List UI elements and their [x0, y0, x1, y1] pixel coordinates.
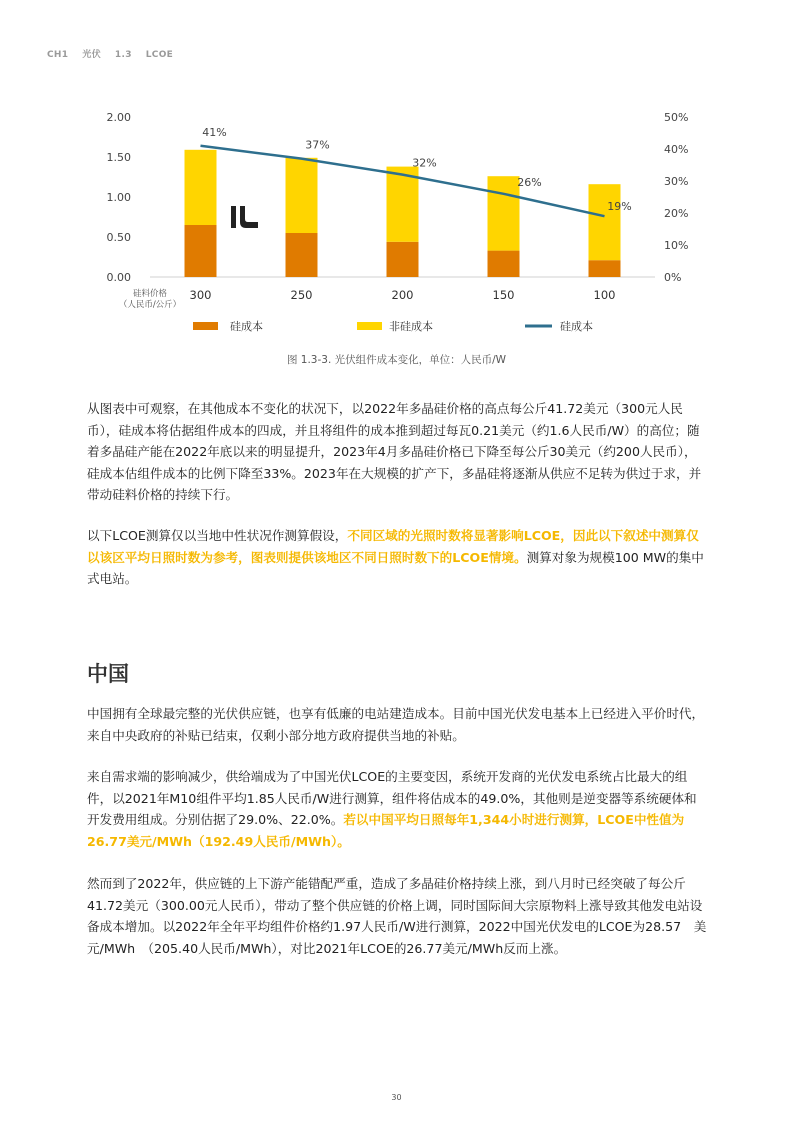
- y-tick-label: 1.50: [106, 151, 131, 164]
- paragraph-2-text-b: 测算对象为规模100 MW的集中式电站。: [87, 549, 704, 586]
- paragraph-4: [87, 766, 707, 852]
- x-tick-label: 250: [290, 288, 313, 302]
- line-data-label: 41%: [202, 125, 227, 139]
- legend-label-non-silicon: 非硅成本: [389, 320, 433, 333]
- y-tick-label: 2.00: [106, 111, 131, 124]
- paragraph-5: 然而到了2022年，供应链的上下游产能错配严重，造成了多晶硅价格持续上涨，到八月时已经突破了每公斤41.72美元（300.00元人民币），带动了整个供应链的价格上调，同时国际间大宗原物料上涨导致其他发电站设备成本增加。以2022年全年平均组件价格约1.97人民币/W进行测算，2022中国光伏发电的LCOE为28.57 美元/MWh （205.40人民币/MWh），对比2021年LCOE的26.77美元/MWh反而上涨。: [87, 876, 707, 956]
- bar-non-silicon-cost: [589, 184, 621, 260]
- y-tick-label: 0.00: [106, 271, 131, 284]
- bar-silicon-cost: [286, 233, 318, 277]
- logo-mark: [231, 206, 236, 228]
- y-tick-label: 0.50: [106, 231, 131, 244]
- paragraph-2-text-a: 以下LCOE测算仅以当地中性状况作测算假设，: [87, 528, 348, 543]
- bar-silicon-cost: [488, 251, 520, 277]
- y2-tick-label: 0%: [664, 271, 682, 284]
- bar-non-silicon-cost: [488, 176, 520, 250]
- paragraph-4-text: 来自需求端的影响减少，供给端成为了中国光伏LCOE的主要变因，系统开发商的光伏发电系统占比最大的组件，以2021年M10组件平均1.85人民币/W进行测算，组件将估成本的49.0%，其他则是逆变器等系统硬体和开发费用组成。分别估据了29.0%、22.0%。: [87, 769, 697, 827]
- running-header: [47, 47, 187, 60]
- paragraph-1: 从图表中可观察，在其他成本不变化的状况下，以2022年多晶硅价格的高点每公斤41.72美元（300元人民币），硅成本将估据组件成本的四成，并且将组件的成本推到超过每瓦0.21美元（约1.6人民币/W）的高位；随着多晶硅产能在2022年底以来的明显提升，2023年4月多晶硅价格已下降至每公斤30美元（约200人民币），硅成本估组件成本的比例下降至33%。2023年在大规模的扩产下，多晶硅将逐渐从供应不足转为供过于求，并带动硅料价格的持续下行。: [87, 401, 702, 502]
- bar-non-silicon-cost: [286, 158, 318, 233]
- x-tick-label: 200: [391, 288, 414, 302]
- page-number: 30: [391, 1093, 402, 1102]
- x-tick-label: 150: [492, 288, 515, 302]
- legend-label-line: 硅成本: [560, 320, 593, 333]
- x-axis-label: （人民币/公斤）: [118, 300, 182, 310]
- bar-silicon-cost: [185, 225, 217, 277]
- paragraph-2: [87, 525, 707, 590]
- bar-silicon-cost: [589, 260, 621, 277]
- paragraph-2-highlight: 不同区域的光照时数将显著影响LCOE，因此以下叙述中测算仅以该区平均日照时数为参考，图表则提供该地区不同日照时数下的LCOE情境。: [87, 528, 699, 565]
- cost-chart: [0, 100, 793, 345]
- line-data-label: 32%: [412, 156, 437, 170]
- x-tick-label: 100: [593, 288, 616, 302]
- line-data-label: 19%: [607, 200, 632, 214]
- section-heading-china: 中国: [87, 662, 129, 686]
- chapter-title: 光伏: [82, 50, 101, 60]
- section-title: LCOE: [145, 50, 174, 60]
- legend-swatch-non-silicon: [357, 322, 382, 330]
- paragraph-3: 中国拥有全球最完整的光伏供应链，也享有低廉的电站建造成本。目前中国光伏发电基本上已经进入平价时代，来自中央政府的补贴已结束，仅剩小部分地方政府提供当地的补贴。: [87, 706, 705, 743]
- logo-mark: [240, 206, 258, 228]
- x-axis-label: 硅料价格: [132, 289, 168, 299]
- line-data-label: 26%: [517, 175, 542, 189]
- chapter-number: CH1: [47, 50, 69, 60]
- y2-tick-label: 50%: [664, 111, 689, 124]
- y2-tick-label: 30%: [664, 175, 689, 188]
- bar-silicon-cost: [387, 242, 419, 277]
- section-number: 1.3: [114, 50, 132, 60]
- paragraph-4-highlight: 若以中国平均日照每年1,344小时进行测算，LCOE中性值为26.77美元/MWh（192.49人民币/MWh）。: [87, 812, 685, 849]
- legend-label-silicon: 硅成本: [230, 320, 263, 333]
- y2-tick-label: 40%: [664, 143, 689, 156]
- legend-swatch-silicon: [193, 322, 218, 330]
- y2-tick-label: 20%: [664, 207, 689, 220]
- y-tick-label: 1.00: [106, 191, 131, 204]
- y2-tick-label: 10%: [664, 239, 689, 252]
- figure-caption: 图 1.3-3. 光伏组件成本变化，单位：人民币/W: [286, 354, 507, 366]
- line-data-label: 37%: [305, 138, 330, 152]
- bar-non-silicon-cost: [185, 150, 217, 225]
- x-tick-label: 300: [189, 288, 212, 302]
